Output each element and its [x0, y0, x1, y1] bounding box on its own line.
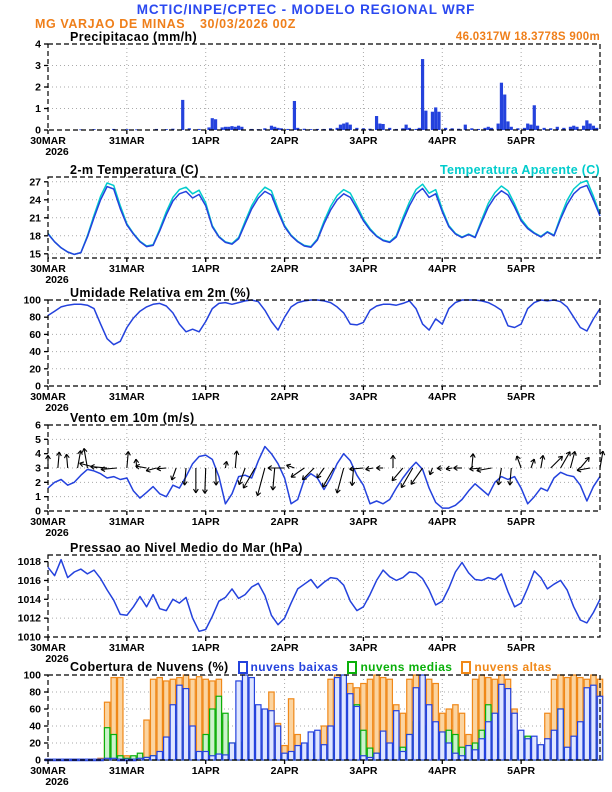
nuvens-baixas-bar — [492, 713, 497, 760]
precip-bar — [339, 125, 342, 130]
nuvens-baixas-bar — [551, 730, 556, 760]
precip-bar — [536, 126, 539, 130]
nuvens-baixas-bar — [288, 752, 293, 761]
nuvens-baixas-bar — [472, 750, 477, 760]
x-axis-year-label: 2026 — [45, 527, 69, 539]
y-tick-label: 4 — [35, 448, 41, 461]
x-tick-label: 31MAR — [109, 642, 145, 654]
x-tick-label: 4APR — [428, 135, 457, 147]
precip-bar — [506, 121, 509, 130]
nuvens-baixas-bar — [183, 689, 188, 760]
x-tick-label: 30MAR — [30, 135, 66, 147]
y-tick-label: 1016 — [17, 574, 41, 587]
x-tick-label: 2APR — [270, 516, 299, 528]
nuvens-baixas-bar — [433, 722, 438, 760]
nuvens-baixas-bar — [380, 731, 385, 760]
nuvens-baixas-bar — [420, 675, 425, 760]
nuvens-baixas-bar — [532, 736, 537, 760]
nuvens-baixas-bar — [518, 730, 523, 760]
plot-frame — [48, 555, 600, 637]
precip-bar — [500, 83, 503, 130]
y-tick-label: 60 — [29, 703, 41, 716]
legend-label-altas: nuvens altas — [474, 660, 552, 674]
nuvens-baixas-bar — [295, 746, 300, 760]
legend-label-baixas: nuvens baixas — [250, 660, 339, 674]
nuvens-baixas-bar — [479, 739, 484, 760]
run-datetime: 30/03/2026 00Z — [200, 17, 296, 31]
nuvens-baixas-bar — [512, 713, 517, 760]
panel-humidity — [23, 295, 600, 415]
nuvens-baixas-bar — [256, 705, 261, 760]
nuvens-baixas-bar — [170, 705, 175, 760]
nuvens-baixas-bar — [394, 711, 399, 760]
y-tick-label: 4 — [35, 38, 41, 51]
x-tick-label: 31MAR — [109, 391, 145, 403]
y-tick-label: 1012 — [17, 612, 41, 625]
precip-bar — [198, 129, 201, 130]
nuvens-baixas-bar — [545, 739, 550, 760]
nuvens-baixas-bar — [400, 752, 405, 761]
nuvens-baixas-bar — [466, 746, 471, 760]
panel-title-wind: Vento em 10m (m/s) — [70, 411, 195, 425]
precip-bar — [434, 107, 437, 130]
nuvens-baixas-bar — [584, 688, 589, 760]
nuvens-baixas-bar — [578, 722, 583, 760]
nuvens-baixas-bar — [229, 743, 234, 760]
y-tick-label: 3 — [35, 462, 41, 475]
nuvens-altas-bar — [288, 699, 293, 760]
page-title: MCTIC/INPE/CPTEC - MODELO REGIONAL WRF — [136, 2, 476, 17]
y-tick-label: 20 — [29, 737, 41, 750]
panel-title-humidity: Umidade Relativa em 2m (%) — [70, 286, 251, 300]
nuvens-baixas-bar — [499, 684, 504, 760]
nuvens-baixas-bar — [361, 756, 366, 760]
nuvens-baixas-bar — [321, 745, 326, 760]
y-tick-label: 21 — [29, 212, 41, 225]
precip-bar — [237, 126, 240, 130]
x-tick-label: 2APR — [270, 135, 299, 147]
precip-bar — [585, 120, 588, 130]
y-tick-label: 1010 — [17, 631, 41, 644]
x-tick-label: 1APR — [191, 391, 220, 403]
nuvens-baixas-bar — [223, 755, 228, 760]
precip-bar — [424, 111, 427, 130]
precip-bar — [293, 101, 296, 130]
nuvens-baixas-bar — [446, 743, 451, 760]
nuvens-medias-bar — [223, 713, 228, 760]
precip-bar — [592, 126, 595, 130]
y-tick-label: 60 — [29, 328, 41, 341]
precip-bar — [533, 105, 536, 130]
precip-bar — [405, 125, 408, 130]
nuvens-baixas-bar — [249, 678, 254, 760]
nuvens-altas-bar — [157, 678, 162, 760]
nuvens-baixas-bar — [334, 678, 339, 760]
precip-bar — [342, 124, 345, 130]
nuvens-baixas-bar — [196, 752, 201, 761]
panel-precipitation — [30, 39, 600, 159]
nuvens-altas-bar — [196, 677, 201, 760]
nuvens-altas-bar — [118, 678, 123, 760]
panel-temperature — [29, 176, 600, 286]
nuvens-baixas-bar — [236, 681, 241, 760]
nuvens-baixas-bar — [564, 747, 569, 760]
x-tick-label: 1APR — [191, 765, 220, 777]
precip-bar — [464, 125, 467, 130]
x-tick-label: 5APR — [507, 516, 536, 528]
precip-bar — [181, 100, 184, 130]
nuvens-baixas-bar — [308, 732, 313, 760]
y-tick-label: 27 — [29, 176, 41, 189]
x-axis-year-label: 2026 — [45, 653, 69, 665]
x-tick-label: 2APR — [270, 263, 299, 275]
x-tick-label: 5APR — [507, 135, 536, 147]
nuvens-baixas-bar — [203, 752, 208, 761]
y-tick-label: 1018 — [17, 556, 41, 569]
precip-bar — [270, 126, 273, 130]
y-tick-label: 40 — [29, 720, 41, 733]
station-name: MG VARJAO DE MINAS — [35, 17, 186, 31]
y-tick-label: 18 — [29, 230, 41, 243]
y-tick-label: 1 — [35, 491, 41, 504]
nuvens-altas-bar — [374, 675, 379, 760]
x-tick-label: 31MAR — [109, 263, 145, 275]
y-tick-label: 80 — [29, 311, 41, 324]
nuvens-baixas-bar — [328, 726, 333, 760]
precip-bar — [529, 125, 532, 130]
x-tick-label: 1APR — [191, 642, 220, 654]
y-tick-label: 20 — [29, 363, 41, 376]
nuvens-baixas-bar — [354, 706, 359, 760]
station-coordinates: 46.0317W 18.3778S 900m — [455, 31, 600, 43]
y-tick-label: 80 — [29, 686, 41, 699]
nuvens-baixas-bar — [453, 753, 458, 760]
x-tick-label: 30MAR — [30, 642, 66, 654]
nuvens-baixas-bar — [302, 743, 307, 760]
nuvens-baixas-bar — [459, 756, 464, 760]
nuvens-baixas-bar — [571, 736, 576, 760]
legend-label-medias: nuvens medias — [360, 660, 453, 674]
panel-pressure — [18, 555, 600, 665]
x-tick-label: 31MAR — [109, 516, 145, 528]
nuvens-baixas-bar — [348, 694, 353, 760]
y-tick-label: 15 — [29, 248, 41, 261]
precip-bar — [421, 59, 424, 130]
nuvens-baixas-bar — [150, 756, 155, 760]
x-tick-label: 2APR — [270, 642, 299, 654]
nuvens-baixas-bar — [505, 689, 510, 760]
y-tick-label: 0 — [35, 505, 41, 518]
x-tick-label: 30MAR — [30, 391, 66, 403]
nuvens-baixas-bar — [558, 709, 563, 760]
nuvens-medias-bar — [104, 728, 109, 760]
apparent-temperature-label: Temperatura Aparente (C) — [439, 163, 600, 177]
y-tick-label: 0 — [35, 124, 41, 137]
x-tick-label: 30MAR — [30, 263, 66, 275]
precip-bar — [437, 112, 440, 130]
x-tick-label: 1APR — [191, 135, 220, 147]
x-tick-label: 1APR — [191, 516, 220, 528]
x-tick-label: 2APR — [270, 391, 299, 403]
y-tick-label: 1 — [35, 103, 41, 115]
nuvens-altas-bar — [144, 720, 149, 760]
y-tick-label: 40 — [29, 346, 41, 359]
x-tick-label: 2APR — [270, 765, 299, 777]
y-tick-label: 3 — [35, 60, 41, 72]
x-tick-label: 4APR — [428, 391, 457, 403]
x-tick-label: 5APR — [507, 642, 536, 654]
panel-title-temperature: 2-m Temperatura (C) — [70, 163, 199, 177]
nuvens-baixas-bar — [210, 756, 215, 760]
panel-title-pressure: Pressao ao Nivel Medio do Mar (hPa) — [70, 541, 303, 555]
x-tick-label: 3APR — [349, 642, 378, 654]
x-tick-label: 30MAR — [30, 765, 66, 777]
x-tick-label: 5APR — [507, 263, 536, 275]
y-tick-label: 0 — [35, 754, 41, 767]
x-axis-year-label: 2026 — [45, 274, 69, 286]
precip-bar — [382, 124, 385, 130]
x-tick-label: 3APR — [349, 516, 378, 528]
y-tick-label: 100 — [23, 669, 41, 682]
x-tick-label: 30MAR — [30, 516, 66, 528]
precip-bar — [349, 125, 352, 130]
nuvens-medias-bar — [210, 709, 215, 760]
x-tick-label: 5APR — [507, 391, 536, 403]
nuvens-baixas-bar — [216, 754, 221, 760]
x-tick-label: 4APR — [428, 263, 457, 275]
nuvens-baixas-bar — [387, 743, 392, 760]
precip-bar — [503, 95, 506, 130]
x-tick-label: 4APR — [428, 765, 457, 777]
precip-bar — [211, 118, 214, 130]
x-axis-year-label: 2026 — [45, 776, 69, 788]
x-axis-year-label: 2026 — [45, 402, 69, 414]
pressao-nivel-mar-line — [48, 560, 600, 632]
nuvens-baixas-bar — [242, 675, 247, 760]
precip-bar — [470, 128, 473, 130]
x-tick-label: 3APR — [349, 391, 378, 403]
precip-bar — [431, 112, 434, 130]
y-tick-label: 1014 — [17, 593, 41, 606]
x-tick-label: 3APR — [349, 135, 378, 147]
y-tick-label: 100 — [23, 294, 41, 307]
precip-bar — [572, 126, 575, 130]
nuvens-baixas-bar — [164, 737, 169, 760]
precip-bar — [510, 127, 513, 130]
nuvens-baixas-bar — [315, 730, 320, 760]
precip-bar — [286, 129, 289, 130]
nuvens-baixas-bar — [525, 739, 530, 760]
x-tick-label: 3APR — [349, 263, 378, 275]
y-tick-label: 5 — [35, 433, 41, 446]
x-tick-label: 4APR — [428, 642, 457, 654]
panel-title-precipitation: Precipitacao (mm/h) — [70, 30, 198, 44]
x-tick-label: 4APR — [428, 516, 457, 528]
precip-bar — [345, 122, 348, 130]
nuvens-medias-bar — [111, 735, 116, 761]
x-tick-label: 31MAR — [109, 765, 145, 777]
nuvens-baixas-bar — [177, 685, 182, 760]
nuvens-baixas-bar — [282, 753, 287, 760]
nuvens-baixas-bar — [591, 685, 596, 760]
nuvens-altas-bar — [150, 679, 155, 760]
nuvens-baixas-bar — [341, 675, 346, 760]
y-tick-label: 0 — [35, 380, 41, 393]
y-tick-label: 24 — [29, 194, 41, 207]
precip-bar — [526, 124, 529, 130]
nuvens-baixas-bar — [157, 752, 162, 761]
precip-bar — [378, 124, 381, 130]
nuvens-medias-bar — [216, 696, 221, 760]
x-tick-label: 5APR — [507, 765, 536, 777]
nuvens-baixas-bar — [262, 709, 267, 760]
panel-title-clouds: Cobertura de Nuvens (%) — [70, 660, 229, 674]
plot-frame — [48, 300, 600, 386]
x-axis-year-label: 2026 — [45, 146, 69, 158]
nuvens-baixas-bar — [486, 722, 491, 760]
precip-bar — [214, 119, 217, 130]
umidade-relativa-line — [48, 300, 600, 345]
panel-clouds — [23, 670, 602, 789]
x-tick-label: 3APR — [349, 765, 378, 777]
precip-bar — [375, 116, 378, 130]
nuvens-baixas-bar — [407, 735, 412, 761]
precip-bar — [497, 124, 500, 130]
nuvens-baixas-bar — [275, 726, 280, 760]
nuvens-baixas-bar — [374, 753, 379, 760]
y-tick-label: 6 — [35, 419, 41, 432]
y-tick-label: 2 — [35, 81, 41, 94]
precip-bar — [589, 124, 592, 130]
nuvens-baixas-bar — [538, 745, 543, 760]
nuvens-baixas-bar — [413, 688, 418, 760]
y-tick-label: 2 — [35, 476, 41, 489]
nuvens-baixas-bar — [426, 705, 431, 760]
precip-bar — [582, 126, 585, 130]
nuvens-baixas-bar — [440, 732, 445, 760]
nuvens-baixas-bar — [269, 711, 274, 760]
nuvens-baixas-bar — [190, 726, 195, 760]
x-tick-label: 1APR — [191, 263, 220, 275]
x-tick-label: 31MAR — [109, 135, 145, 147]
panel-wind — [30, 420, 604, 540]
